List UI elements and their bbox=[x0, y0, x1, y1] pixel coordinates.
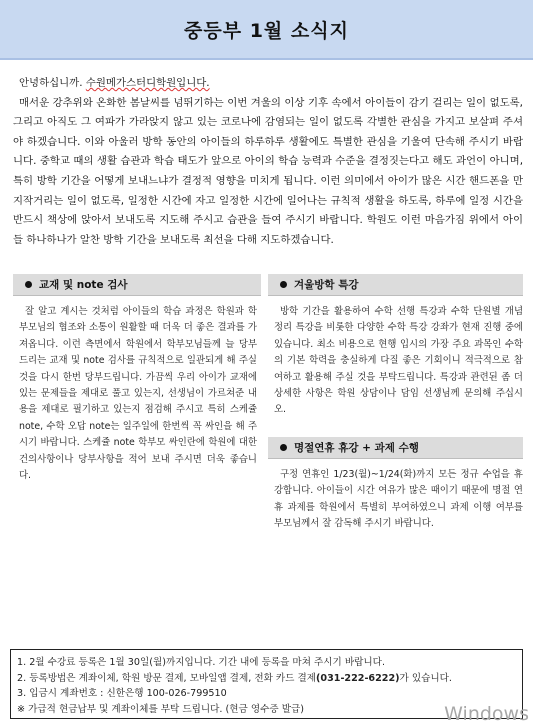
windows-watermark: Windows bbox=[444, 703, 529, 725]
intro-paragraph bbox=[13, 74, 523, 250]
notice-line-3: 3. 입금시 계좌번호 : 신한은행 100-026-799510 bbox=[17, 688, 227, 700]
bullet-icon bbox=[25, 281, 32, 288]
title-bar bbox=[0, 0, 533, 60]
section-header-textbook-check bbox=[13, 274, 261, 296]
notice-line-2-suffix: 가 있습니다. bbox=[399, 672, 452, 684]
phone-number: (031-222-6222) bbox=[316, 672, 400, 684]
section-text: 잘 알고 계시는 것처럼 아이들의 학습 과정은 학원과 학부모님의 협조와 소통이 원활할 때 더욱 더 좋은 결과를 가져옵니다. 이런 측면에서 학원에서 학부모님들께 늘 당부드리는 교재 및 note 검사를 규칙적으로 일관되게 해 주실 것을 다시 한번 당부드립니다. 가끔씩 우리 아이가 교재에 있는 문제들을 제대로 풀고 있는지, 선생님이 가르쳐준 내용을 제대로 필기하고 있는지 점검해 주시고 특히 스케쥴 note, 수학 오답 note는 일주일에 한번씩 꼭 싸인을 해 주시기 바랍니다. 스케쥴 note 학부모 싸인란에 학원에 대한 건의사항이나 당부사항을 적어 보내 주시면 더욱 좋습니다. bbox=[19, 306, 257, 482]
greeting-prefix: 안녕하십니까. bbox=[19, 77, 86, 89]
section-body-winter-special bbox=[268, 296, 523, 419]
page-title: 중등부 1월 소식지 bbox=[184, 19, 349, 42]
intro-body: 매서운 강추위와 온화한 봄날씨를 넘뛰기하는 이번 겨울의 이상 기후 속에서 아이들이 감기 걸리는 일이 없도록, 그리고 아직도 그 여파가 가라앉지 않고 있는 코로나에 감염되는 일이 없도록 각별한 관심을 가지고 보살펴 주셔야 하겠습니다. 이와 아울러 방학 동안의 아이들의 하루하루 생활에도 특별한 관심을 기울여 단속해 주시기 바랍니다. 중학교 때의 생활 습관과 학습 태도가 앞으로 아이의 학습 능력과 수준을 결정짓는다고 해도 과언이 아니며, 특히 방학 기간을 어떻게 보내느냐가 결정적 영향을 미치게 됩니다. 이런 의미에서 아이가 많은 시간 핸드폰을 만지작거리는 일이 없도록, 일정한 시간에 자고 일정한 시간에 일어나는 규칙적 생활을 하도록, 하루에 일정 시간을 반드시 책상에 앉아서 보내도록 지도해 주시고 습관을 들여 주시기 바랍니다. 학원도 이런 마음가짐 위에서 아이들 하나하나가 알찬 방학 기간을 보내도록 최선을 다해 지도하겠습니다. bbox=[13, 96, 523, 246]
section-body-holiday bbox=[268, 459, 523, 533]
notice-line-2 bbox=[17, 671, 516, 687]
academy-name: 수원메가스터디학원입니다. bbox=[85, 77, 210, 89]
section-header-label: 교재 및 note 검사 bbox=[39, 279, 128, 291]
holiday-section bbox=[268, 437, 523, 533]
notice-line-1: 1. 2월 수강료 등록은 1월 30일(월)까지입니다. 기간 내에 등록을 마쳐 주시기 바랍니다. bbox=[17, 657, 385, 668]
bullet-icon bbox=[280, 281, 287, 288]
right-column bbox=[268, 274, 523, 532]
greeting-line bbox=[13, 74, 523, 94]
bullet-icon bbox=[280, 444, 287, 451]
section-body-textbook-check bbox=[13, 296, 261, 484]
left-column bbox=[13, 274, 261, 484]
section-header-winter-special bbox=[268, 274, 523, 296]
notice-line-4: ※ 가급적 현금납부 및 계좌이체를 부탁 드립니다. (현금 영수증 발급) bbox=[17, 703, 304, 715]
section-header-label: 명절연휴 휴강 + 과제 수행 bbox=[294, 441, 419, 454]
notice-line-2-prefix: 2. 등록방법은 계좌이체, 학원 방문 결제, 모바일앱 결제, 전화 카드 결제 bbox=[17, 672, 317, 684]
section-text: 구정 연휴인 1/23(월)~1/24(화)까지 모든 정규 수업을 휴강합니다. 아이들이 시간 여유가 많은 때이기 때문에 명절 연휴 과제를 학원에서 특별히 부여하였으니 과제 이행 여부를 부모님께서 잘 감독해 주시기 바랍니다. bbox=[274, 468, 523, 530]
section-header-label: 겨울방학 특강 bbox=[294, 279, 359, 291]
section-header-holiday bbox=[268, 437, 523, 459]
section-text: 방학 기간을 활용하여 수학 선행 특강과 수학 단원별 개념 정리 특강을 비롯한 다양한 수학 특강 강좌가 현재 진행 중에 있습니다. 최소 비용으로 현행 입시의 가장 주요 과목인 수학의 기본 학력을 충실하게 다질 좋은 기회이니 적극적으로 참여하고 활용해 주실 것을 부탁드립니다. 특강과 관련된 좀 더 상세한 사항은 학원 상담이나 담임 선생님께 문의해 주십시오. bbox=[274, 306, 523, 416]
